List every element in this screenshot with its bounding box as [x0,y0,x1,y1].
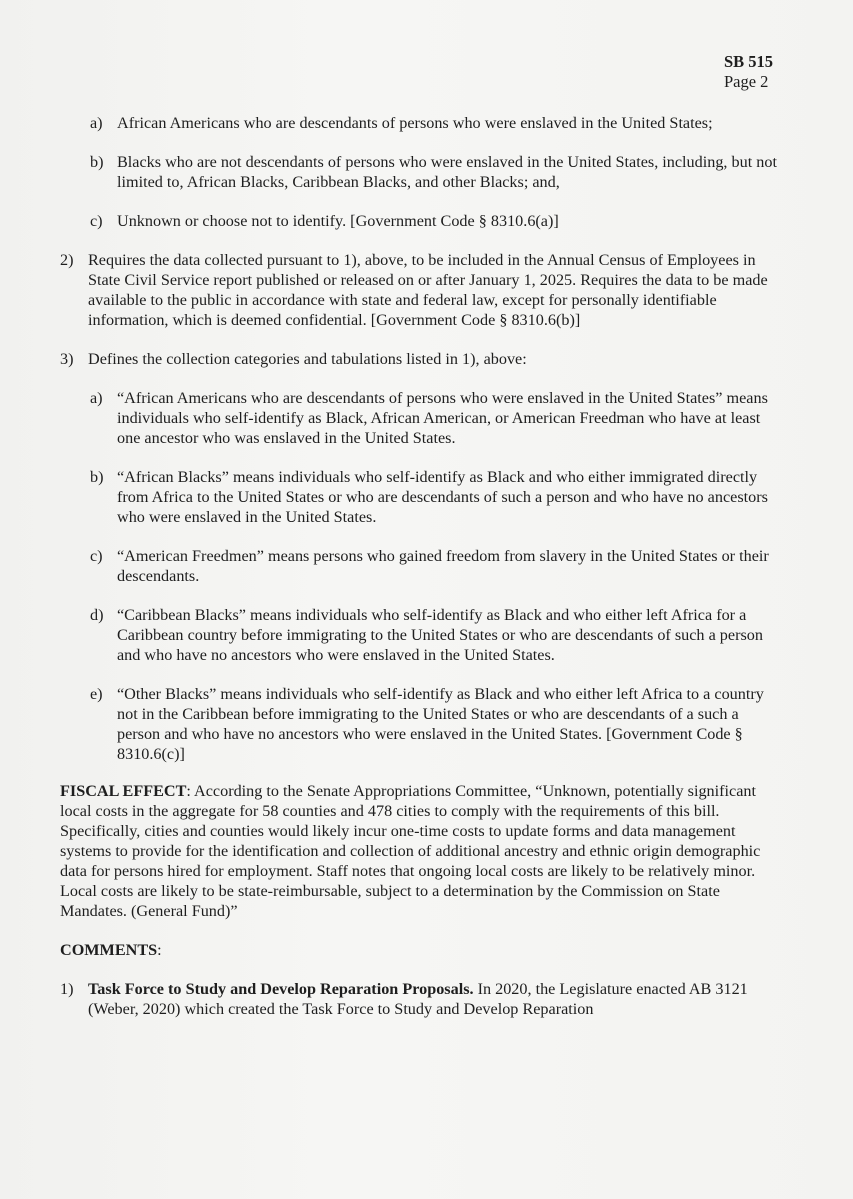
list-item-text [88,979,778,1019]
list-marker: 1) [60,980,74,998]
list-marker: c) [90,547,103,565]
fiscal-effect-label: FISCAL EFFECT [60,782,187,800]
list-marker: e) [90,685,103,703]
list-item-3a [90,388,778,448]
list-item-text: “African Blacks” means individuals who self-identify as Black and who either immigrated directly from Africa to the United States or who are descendants of such a person and who have no ancestors who were enslaved in the United States. [117,468,768,526]
list-item-text: Unknown or choose not to identify. [Government Code § 8310.6(a)] [117,212,559,230]
list-item-3e [90,684,778,764]
comment-title: Task Force to Study and Develop Reparation Proposals. [88,980,474,998]
list-marker: 2) [60,251,74,269]
page-number: Page 2 [723,72,769,91]
list-item-text: Requires the data collected pursuant to 1), above, to be included in the Annual Census of Employees in State Civil Service report published or released on or after January 1, 2025. Requires the data to be made available to the public in accordance with state and federal law, except for personally identifiable information, which is deemed confidential. [Government Code § 8310.6(b)] [88,251,768,329]
list-item-3b [90,467,778,527]
list-item-1c [90,211,778,231]
list-item-2 [60,250,778,330]
list-item-1a [90,113,778,133]
document-body [60,113,778,1019]
list-item-text: African Americans who are descendants of persons who were enslaved in the United States; [117,114,713,132]
list-item-1b [90,152,778,192]
list-item-3 [60,349,778,369]
list-item-text: “Other Blacks” means individuals who self-identify as Black and who either left Africa to a country not in the Caribbean before immigrating to the United States or who are descendants of a such a person and who have no ancestors who were enslaved in the United States. [Government Code § 8310.6(c)] [117,685,764,763]
page-header [724,52,773,92]
list-item-text: “American Freedmen” means persons who gained freedom from slavery in the United States or their descendants. [117,547,769,585]
comments-heading-text: COMMENTS [60,941,158,959]
fiscal-effect-paragraph [60,781,778,921]
list-item-text: Defines the collection categories and tabulations listed in 1), above: [88,350,527,368]
list-marker: a) [90,114,103,132]
list-marker: c) [90,212,103,230]
list-marker: 3) [60,350,74,368]
list-item-text: “Caribbean Blacks” means individuals who self-identify as Black and who either left Africa for a Caribbean country before immigrating to the United States or who are descendants of such a person and who have no ancestors who were enslaved in the United States. [117,606,763,664]
list-marker: a) [90,389,103,407]
comment-body: In 2020, the Legislature enacted AB 3121 (Weber, 2020) which created the Task Force to Study and Develop Reparation [88,980,748,1018]
comments-item-1 [60,979,778,1019]
list-marker: b) [90,468,104,486]
comments-heading-colon: : [157,941,162,959]
bill-number: SB 515 [723,52,773,71]
list-marker: b) [90,153,104,171]
list-item-text: “African Americans who are descendants of persons who were enslaved in the United States” means individuals who self-identify as Black, African American, or American Freedman who have at least one ancestor who was enslaved in the United States. [117,389,768,447]
list-item-3d [90,605,778,665]
list-item-text: Blacks who are not descendants of persons who were enslaved in the United States, including, but not limited to, African Blacks, Caribbean Blacks, and other Blacks; and, [117,153,777,191]
fiscal-effect-text: : According to the Senate Appropriations Committee, “Unknown, potentially significant local costs in the aggregate for 58 counties and 478 cities to comply with the requirements of this bill. Specifically, cities and counties would likely incur one-time costs to update forms and data management systems to provide for the identification and collection of additional ancestry and ethnic origin demographic data for persons hired for employment. Staff notes that ongoing local costs are likely to be relatively minor. Local costs are likely to be state-reimbursable, subject to a determination by the Commission on State Mandates. (General Fund)” [60,782,761,920]
list-item-3c [90,546,778,586]
list-marker: d) [90,606,104,624]
comments-heading [60,940,778,960]
